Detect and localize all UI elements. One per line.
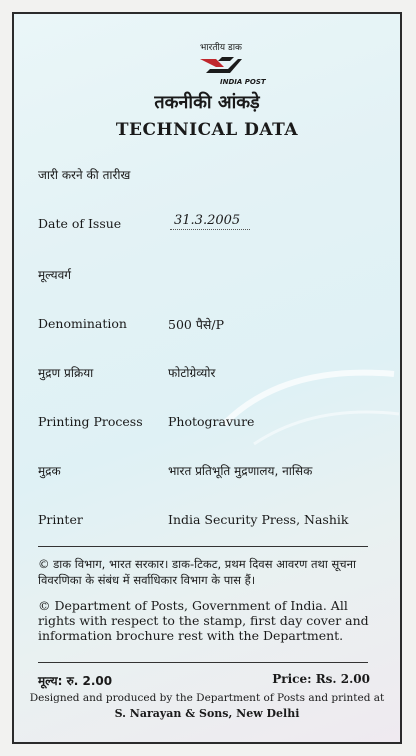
issue-date-value	[170, 212, 250, 228]
title-hindi: तकनीकी आंकड़े	[154, 92, 260, 113]
printer-value-hindi: भारत प्रतिभूति मुद्रणालय, नासिक	[168, 464, 313, 478]
section-divider	[38, 546, 368, 547]
issue-date-stamp: 31.3.2005	[170, 213, 250, 230]
printer-label-hindi: मुद्रक	[38, 464, 61, 478]
price-hindi: मूल्य: रु. 2.00	[38, 674, 113, 688]
printing-process-value-hindi: फोटोग्रेव्योर	[168, 366, 216, 380]
india-post-logo	[186, 40, 266, 88]
printer-credit: S. Narayan & Sons, New Delhi	[114, 707, 300, 720]
logo-english-text: INDIA POST	[220, 78, 266, 86]
credits-line: Designed and produced by the Department of Posts and printed at	[29, 692, 385, 704]
issue-date-label: Date of Issue	[38, 216, 122, 231]
printing-process-label-hindi: मुद्रण प्रक्रिया	[38, 366, 94, 380]
logo-hindi-text: भारतीय डाक	[200, 43, 242, 53]
copyright-english: © Department of Posts, Government of India. All rights with respect to the stamp, first day cover and information brochure rest with the Department.	[38, 598, 369, 643]
brochure-page	[12, 12, 402, 744]
denomination-label: Denomination	[38, 316, 127, 331]
decorative-swirl	[214, 344, 402, 464]
envelope-emblem-icon	[198, 55, 244, 75]
issue-date-label-hindi: जारी करने की तारीख	[38, 168, 131, 182]
title-english: TECHNICAL DATA	[115, 120, 299, 140]
denomination-label-hindi: मूल्यवर्ग	[38, 268, 72, 282]
printing-process-value: Photogravure	[168, 414, 255, 429]
denomination-value: 500 पैसे/P	[168, 317, 225, 332]
copyright-hindi: © डाक विभाग, भारत सरकार। डाक-टिकट, प्रथम दिवस आवरण तथा सूचना विवरणिका के संबंध में सर्वाधिकार विभाग के पास हैं।	[38, 557, 356, 587]
price-divider	[38, 662, 368, 663]
price-english: Price: Rs. 2.00	[272, 672, 370, 686]
printer-label: Printer	[38, 512, 83, 527]
printing-process-label: Printing Process	[38, 414, 143, 429]
printer-value: India Security Press, Nashik	[168, 512, 349, 527]
